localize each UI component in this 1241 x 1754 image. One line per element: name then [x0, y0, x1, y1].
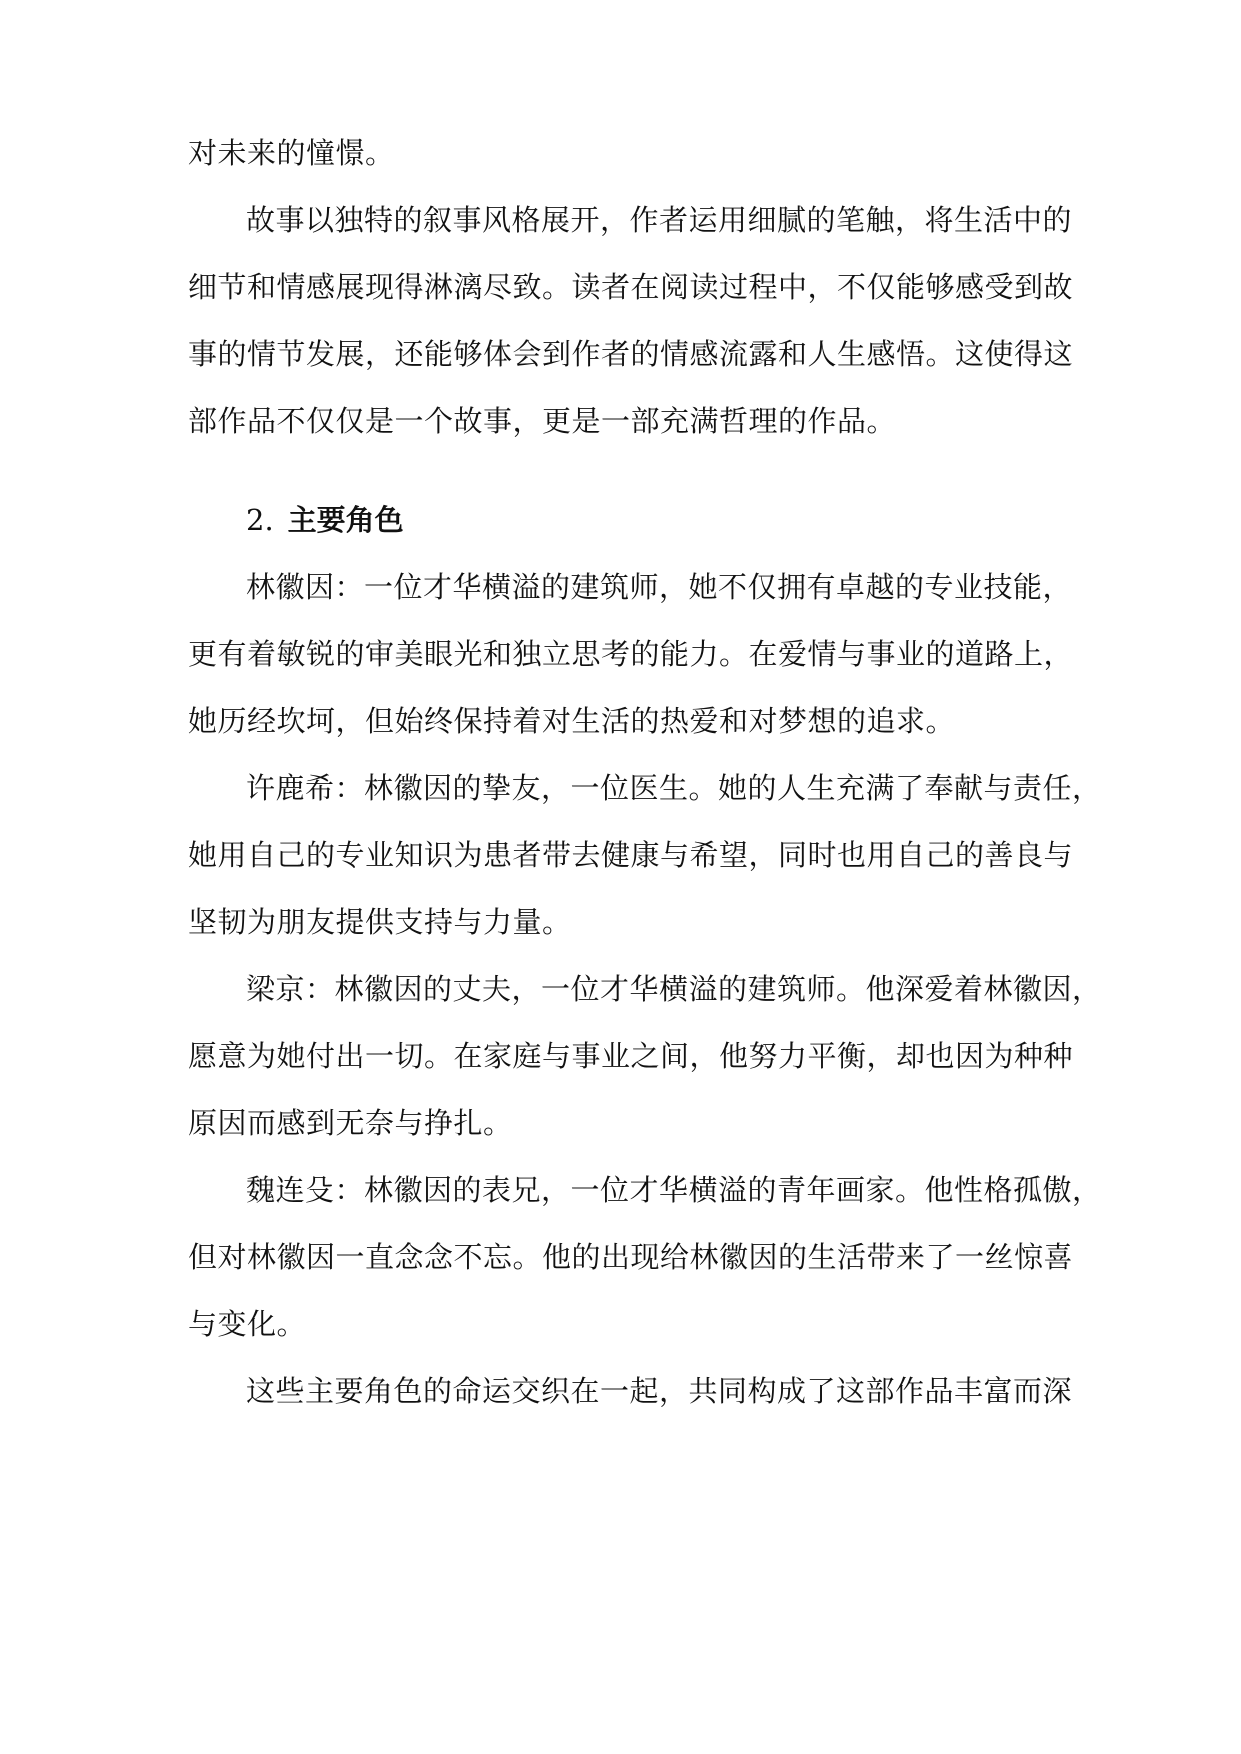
- character-3-line-3: 原因而感到无奈与挣扎。: [188, 1106, 513, 1140]
- character-2-line-1: 许鹿希：林徽因的挚友，一位医生。她的人生充满了奉献与责任，: [246, 771, 1102, 805]
- section-title: 主要角色: [287, 503, 404, 537]
- character-3-line-1: 梁京：林徽因的丈夫，一位才华横溢的建筑师。他深爱着林徽因，: [246, 972, 1102, 1006]
- intro-tail-line: 对未来的憧憬。: [188, 136, 395, 170]
- section-heading: [246, 500, 404, 540]
- character-4-line-3: 与变化。: [188, 1307, 307, 1341]
- character-3-line-2: 愿意为她付出一切。在家庭与事业之间，他努力平衡，却也因为种种: [188, 1039, 1074, 1073]
- character-1-line-3: 她历经坎坷，但始终保持着对生活的热爱和对梦想的追求。: [188, 704, 956, 738]
- closing-line: 这些主要角色的命运交织在一起，共同构成了这部作品丰富而深: [246, 1374, 1073, 1408]
- character-1-line-2: 更有着敏锐的审美眼光和独立思考的能力。在爱情与事业的道路上，: [188, 637, 1074, 671]
- style-paragraph-line-2: 细节和情感展现得淋漓尽致。读者在阅读过程中，不仅能够感受到故: [188, 270, 1074, 304]
- style-paragraph-line-1: 故事以独特的叙事风格展开，作者运用细腻的笔触，将生活中的: [246, 203, 1073, 237]
- character-1-line-1: 林徽因：一位才华横溢的建筑师，她不仅拥有卓越的专业技能，: [246, 570, 1073, 604]
- character-2-line-2: 她用自己的专业知识为患者带去健康与希望，同时也用自己的善良与: [188, 838, 1074, 872]
- character-4-line-1: 魏连殳：林徽因的表兄，一位才华横溢的青年画家。他性格孤傲，: [246, 1173, 1102, 1207]
- character-4-line-2: 但对林徽因一直念念不忘。他的出现给林徽因的生活带来了一丝惊喜: [188, 1240, 1074, 1274]
- section-number: 2.: [246, 503, 274, 537]
- style-paragraph-line-4: 部作品不仅仅是一个故事，更是一部充满哲理的作品。: [188, 404, 897, 438]
- character-2-line-3: 坚韧为朋友提供支持与力量。: [188, 905, 572, 939]
- style-paragraph-line-3: 事的情节发展，还能够体会到作者的情感流露和人生感悟。这使得这: [188, 337, 1074, 371]
